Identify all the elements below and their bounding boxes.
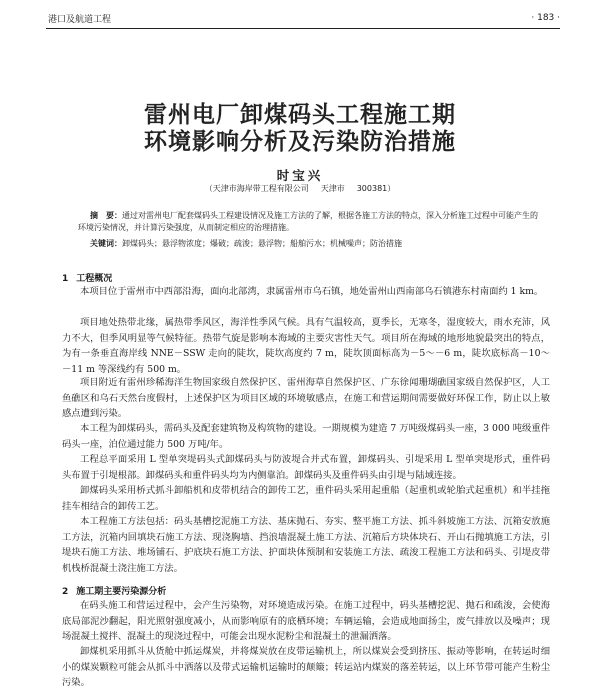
affiliation-org: （天津市海岸带工程有限公司 bbox=[204, 184, 309, 193]
keywords bbox=[90, 238, 538, 250]
page-number: · 183 · bbox=[531, 13, 560, 23]
body-paragraph: 卸煤码头采用桥式抓斗卸船机和皮带机结合的卸传工艺，重件码头采用起重船（起重机或轮胎式起重机）和半挂拖挂车相结合的卸传工艺。 bbox=[62, 485, 550, 512]
keywords-label: 关键词： bbox=[90, 239, 122, 248]
abstract-text: 通过对雷州电厂配套煤码头工程建设情况及施工方法的了解，根据各施工方法的特点，深入分析施工过程中可能产生的环境污染情况，并计算污染强度，从而制定相应的治理措施。 bbox=[78, 211, 538, 232]
keywords-text: 卸煤码头；悬浮物浓度；爆破；疏浚；悬浮物；船舶污水；机械噪声；防治措施 bbox=[122, 239, 402, 248]
body-paragraph: 本工程为卸煤码头，需码头及配套建筑物及构筑物的建设。一期规模为建造 7 万吨级煤码头一座，3 000 吨级重件码头一座，泊位通过能力 500 万吨/年。 bbox=[62, 423, 550, 450]
body-paragraph: 工程总平面采用 L 型单突堤码头式卸煤码头与防波堤合并式布置，卸煤码头、引堤采用 L 型单突堤形式，重件码头布置于引堤根部。卸煤码头和重件码头均为内侧靠泊。卸煤码头及重件码头由引堤与陆域连接。 bbox=[62, 454, 550, 481]
article-title-line1: 雷州电厂卸煤码头工程施工期 bbox=[144, 101, 456, 128]
body-paragraph: 本工程施工方法包括：码头基槽挖泥施工方法、基床抛石、夯实、整平施工方法、抓斗斜坡施工方法、沉箱安放施工方法，沉箱内回填块石施工方法、现浇胸墙、挡浪墙混凝土施工方法、沉箱后方块体块石、开山石抛填施工方法，引堤块石施工方法、堆场铺石、护底块石施工方法、护面块体预制和安装施工方法、疏浚工程施工方法和码头、引堤皮带机栈桥混凝土浇注施工方法。 bbox=[62, 516, 550, 574]
article-title-line2: 环境影响分析及污染防治措施 bbox=[144, 128, 456, 155]
section-number: 2 bbox=[62, 587, 69, 597]
journal-name: 港口及航道工程 bbox=[48, 14, 112, 25]
section-heading-2 bbox=[62, 584, 166, 597]
body-paragraph: 卸煤机采用抓斗从货舱中抓运煤炭，并将煤炭放在皮带运输机上，所以煤炭会受到挤压、振动等影响，在转运时细小的煤炭颗粒可能会从抓斗中洒落以及带式运输机运输时的颠簸；转运站内煤炭的落差转运，以上环节带可能产生粉尘污染。 bbox=[62, 646, 550, 689]
running-head bbox=[48, 10, 560, 26]
section-title: 工程概况 bbox=[76, 274, 113, 284]
body-paragraph: 在码头施工和营运过程中，会产生污染物，对环境造成污染。在施工过程中，码头基槽挖泥、抛石和疏浚，会使海底局部泥沙翻起，阳光照射强度减小，从而影响原有的底栖环境；车辆运输，会造成地面扬尘，废气排放以及噪声；现场混凝土搅拌、混凝土的现浇过程中，可能会出现水泥粉尘和混凝土的泄漏洒落。 bbox=[62, 600, 550, 643]
body-paragraph: 本项目位于雷州市中西部沿海，面向北部湾，隶属雷州市乌石镇，地处雷州山西南部乌石镇港东村南面约 1 km。 bbox=[80, 286, 544, 297]
section-title: 施工期主要污染源分析 bbox=[76, 587, 167, 597]
section-heading-1 bbox=[62, 271, 112, 284]
author-name: 时宝兴 bbox=[276, 168, 324, 183]
header-rule bbox=[46, 28, 560, 29]
abstract bbox=[78, 210, 538, 234]
affiliation-city: 天津市 bbox=[320, 184, 345, 193]
author-affiliation bbox=[0, 183, 600, 194]
section-number: 1 bbox=[62, 274, 69, 284]
body-paragraph: 项目地处热带北缘，属热带季风区，海洋性季风气候。具有气温较高，夏季长，无寒冬，湿度较大，雨水充沛，风力不大，但季风明显等气候特征。热带气旋是影响本海域的主要灾害性天气。项目所在海域的地形地貌最突出的特点，为有一条垂直海岸线 NNE－SSW 走向的陡坎，陡坎高度约 7 m，陡坎顶面标高为－5～－6 m，陡坎底标高－10～－11 m 等深线约有 500 m。 bbox=[62, 317, 550, 375]
abstract-label: 摘 要： bbox=[90, 211, 122, 220]
body-paragraph: 项目附近有雷州珍稀海洋生物国家级自然保护区、雷州海草自然保护区、广东徐闻珊瑚礁国家级自然保护区，人工鱼礁区和乌石天然台度假村，上述保护区为项目区域的环境敏感点，在施工和营运期间需要做好环保工作，防止以上敏感点遭到污染。 bbox=[62, 377, 550, 420]
affiliation-postcode: 300381） bbox=[356, 184, 396, 193]
